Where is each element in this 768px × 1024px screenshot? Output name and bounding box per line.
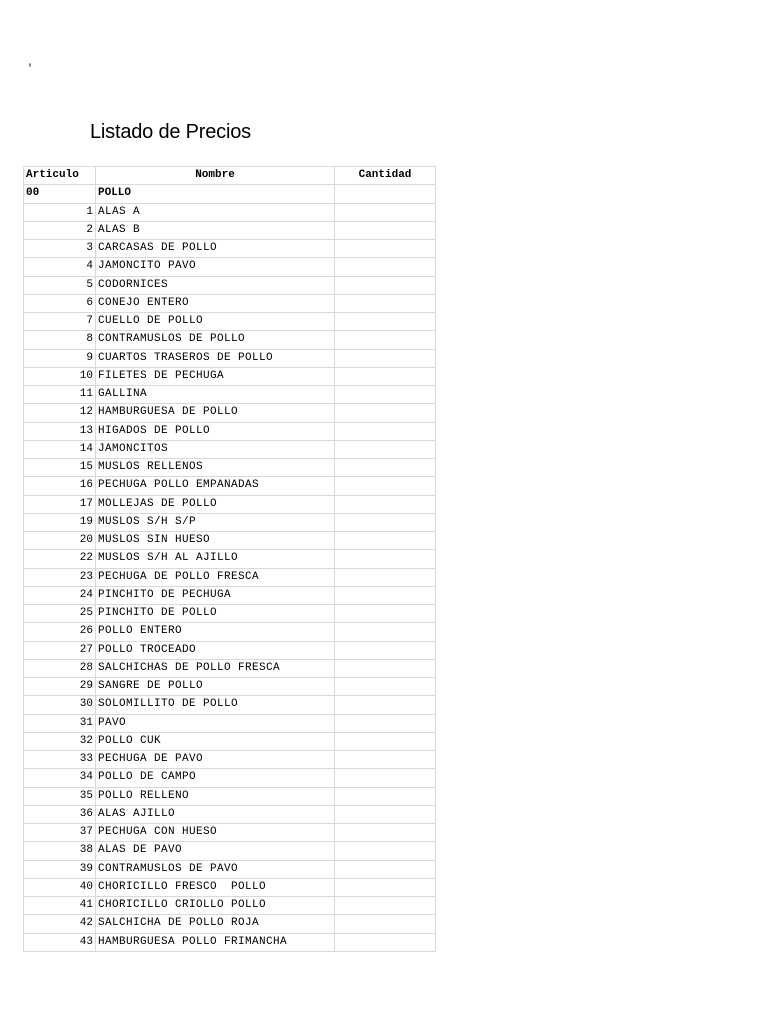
stray-mark: ': [27, 64, 34, 75]
column-header-cantidad: Cantidad: [335, 167, 436, 185]
table-row: [24, 586, 436, 604]
article-number: 12: [24, 404, 96, 422]
group-row: [24, 185, 436, 203]
product-name: PECHUGA POLLO EMPANADAS: [96, 477, 335, 495]
article-number: 22: [24, 550, 96, 568]
quantity-cell: [335, 404, 436, 422]
article-number: 24: [24, 586, 96, 604]
article-number: 35: [24, 787, 96, 805]
product-name: POLLO DE CAMPO: [96, 769, 335, 787]
table-row: [24, 313, 436, 331]
article-number: 10: [24, 367, 96, 385]
product-name: MUSLOS SIN HUESO: [96, 532, 335, 550]
article-number: 11: [24, 386, 96, 404]
quantity-cell: [335, 477, 436, 495]
quantity-cell: [335, 276, 436, 294]
quantity-cell: [335, 349, 436, 367]
table-row: [24, 422, 436, 440]
product-name: MUSLOS RELLENOS: [96, 459, 335, 477]
table-row: [24, 751, 436, 769]
quantity-cell: [335, 933, 436, 951]
quantity-cell: [335, 258, 436, 276]
quantity-cell: [335, 459, 436, 477]
product-name: PAVO: [96, 714, 335, 732]
product-name: PECHUGA DE POLLO FRESCA: [96, 568, 335, 586]
table-row: [24, 258, 436, 276]
article-number: 37: [24, 824, 96, 842]
price-table: [23, 166, 436, 952]
article-number: 28: [24, 659, 96, 677]
product-name: HIGADOS DE POLLO: [96, 422, 335, 440]
quantity-cell: [335, 641, 436, 659]
article-number: 38: [24, 842, 96, 860]
article-number: 40: [24, 878, 96, 896]
quantity-cell: [335, 842, 436, 860]
quantity-cell: [335, 313, 436, 331]
product-name: CUARTOS TRASEROS DE POLLO: [96, 349, 335, 367]
product-name: CHORICILLO CRIOLLO POLLO: [96, 897, 335, 915]
product-name: PECHUGA CON HUESO: [96, 824, 335, 842]
quantity-cell: [335, 878, 436, 896]
table-row: [24, 459, 436, 477]
article-number: 7: [24, 313, 96, 331]
article-number: 36: [24, 805, 96, 823]
table-row: [24, 568, 436, 586]
product-name: CUELLO DE POLLO: [96, 313, 335, 331]
article-number: 20: [24, 532, 96, 550]
column-header-articulo: Articulo: [24, 167, 96, 185]
quantity-cell: [335, 185, 436, 203]
table-row: [24, 477, 436, 495]
quantity-cell: [335, 331, 436, 349]
quantity-cell: [335, 568, 436, 586]
quantity-cell: [335, 386, 436, 404]
table-row: [24, 878, 436, 896]
product-name: PECHUGA DE PAVO: [96, 751, 335, 769]
quantity-cell: [335, 367, 436, 385]
table-row: [24, 276, 436, 294]
table-row: [24, 678, 436, 696]
article-number: 32: [24, 732, 96, 750]
table-row: [24, 641, 436, 659]
product-name: ALAS AJILLO: [96, 805, 335, 823]
quantity-cell: [335, 696, 436, 714]
table-row: [24, 513, 436, 531]
quantity-cell: [335, 586, 436, 604]
article-number: 5: [24, 276, 96, 294]
product-name: ALAS B: [96, 221, 335, 239]
product-name: MUSLOS S/H S/P: [96, 513, 335, 531]
header-row: [24, 167, 436, 185]
article-number: 26: [24, 623, 96, 641]
column-header-nombre: Nombre: [96, 167, 335, 185]
quantity-cell: [335, 915, 436, 933]
table-row: [24, 842, 436, 860]
quantity-cell: [335, 787, 436, 805]
table-row: [24, 897, 436, 915]
product-name: CARCASAS DE POLLO: [96, 240, 335, 258]
table-row: [24, 860, 436, 878]
article-number: 6: [24, 294, 96, 312]
article-number: 4: [24, 258, 96, 276]
product-name: CONTRAMUSLOS DE POLLO: [96, 331, 335, 349]
quantity-cell: [335, 678, 436, 696]
article-number: 14: [24, 440, 96, 458]
article-number: 8: [24, 331, 96, 349]
quantity-cell: [335, 623, 436, 641]
table-row: [24, 696, 436, 714]
table-row: [24, 203, 436, 221]
product-name: GALLINA: [96, 386, 335, 404]
table-row: [24, 824, 436, 842]
article-number: 1: [24, 203, 96, 221]
page-title: Listado de Precios: [90, 121, 251, 143]
table-row: [24, 240, 436, 258]
table-row: [24, 349, 436, 367]
product-name: SALCHICHAS DE POLLO FRESCA: [96, 659, 335, 677]
quantity-cell: [335, 714, 436, 732]
quantity-cell: [335, 240, 436, 258]
article-number: 29: [24, 678, 96, 696]
article-number: 31: [24, 714, 96, 732]
group-code: 00: [24, 185, 96, 203]
table-row: [24, 550, 436, 568]
quantity-cell: [335, 203, 436, 221]
article-number: 27: [24, 641, 96, 659]
product-name: CONEJO ENTERO: [96, 294, 335, 312]
quantity-cell: [335, 513, 436, 531]
product-name: PINCHITO DE POLLO: [96, 605, 335, 623]
group-name: POLLO: [96, 185, 335, 203]
quantity-cell: [335, 769, 436, 787]
quantity-cell: [335, 897, 436, 915]
article-number: 43: [24, 933, 96, 951]
quantity-cell: [335, 221, 436, 239]
product-name: ALAS A: [96, 203, 335, 221]
table-row: [24, 623, 436, 641]
quantity-cell: [335, 550, 436, 568]
product-name: CONTRAMUSLOS DE PAVO: [96, 860, 335, 878]
article-number: 3: [24, 240, 96, 258]
article-number: 41: [24, 897, 96, 915]
table-row: [24, 331, 436, 349]
table-row: [24, 221, 436, 239]
article-number: 16: [24, 477, 96, 495]
quantity-cell: [335, 422, 436, 440]
table-row: [24, 367, 436, 385]
product-name: POLLO RELLENO: [96, 787, 335, 805]
table-row: [24, 659, 436, 677]
product-name: CODORNICES: [96, 276, 335, 294]
table-row: [24, 294, 436, 312]
table-row: [24, 805, 436, 823]
article-number: 13: [24, 422, 96, 440]
product-name: ALAS DE PAVO: [96, 842, 335, 860]
product-name: PINCHITO DE PECHUGA: [96, 586, 335, 604]
product-name: MOLLEJAS DE POLLO: [96, 495, 335, 513]
article-number: 42: [24, 915, 96, 933]
table-row: [24, 386, 436, 404]
quantity-cell: [335, 532, 436, 550]
product-name: MUSLOS S/H AL AJILLO: [96, 550, 335, 568]
table-row: [24, 605, 436, 623]
product-name: FILETES DE PECHUGA: [96, 367, 335, 385]
quantity-cell: [335, 495, 436, 513]
article-number: 34: [24, 769, 96, 787]
product-name: HAMBURGUESA DE POLLO: [96, 404, 335, 422]
product-name: JAMONCITO PAVO: [96, 258, 335, 276]
table-row: [24, 769, 436, 787]
quantity-cell: [335, 751, 436, 769]
article-number: 17: [24, 495, 96, 513]
product-name: HAMBURGUESA POLLO FRIMANCHA: [96, 933, 335, 951]
product-name: POLLO TROCEADO: [96, 641, 335, 659]
quantity-cell: [335, 860, 436, 878]
article-number: 30: [24, 696, 96, 714]
article-number: 9: [24, 349, 96, 367]
table-row: [24, 440, 436, 458]
table-row: [24, 532, 436, 550]
quantity-cell: [335, 805, 436, 823]
article-number: 19: [24, 513, 96, 531]
article-number: 39: [24, 860, 96, 878]
quantity-cell: [335, 659, 436, 677]
table-row: [24, 915, 436, 933]
quantity-cell: [335, 294, 436, 312]
article-number: 2: [24, 221, 96, 239]
article-number: 23: [24, 568, 96, 586]
quantity-cell: [335, 440, 436, 458]
quantity-cell: [335, 824, 436, 842]
product-name: SOLOMILLITO DE POLLO: [96, 696, 335, 714]
quantity-cell: [335, 605, 436, 623]
article-number: 15: [24, 459, 96, 477]
table-row: [24, 732, 436, 750]
product-name: CHORICILLO FRESCO POLLO: [96, 878, 335, 896]
product-name: SALCHICHA DE POLLO ROJA: [96, 915, 335, 933]
table-row: [24, 404, 436, 422]
product-name: POLLO ENTERO: [96, 623, 335, 641]
table-row: [24, 714, 436, 732]
article-number: 25: [24, 605, 96, 623]
table-row: [24, 933, 436, 951]
product-name: JAMONCITOS: [96, 440, 335, 458]
article-number: 33: [24, 751, 96, 769]
product-name: SANGRE DE POLLO: [96, 678, 335, 696]
table-row: [24, 787, 436, 805]
table-row: [24, 495, 436, 513]
product-name: POLLO CUK: [96, 732, 335, 750]
quantity-cell: [335, 732, 436, 750]
